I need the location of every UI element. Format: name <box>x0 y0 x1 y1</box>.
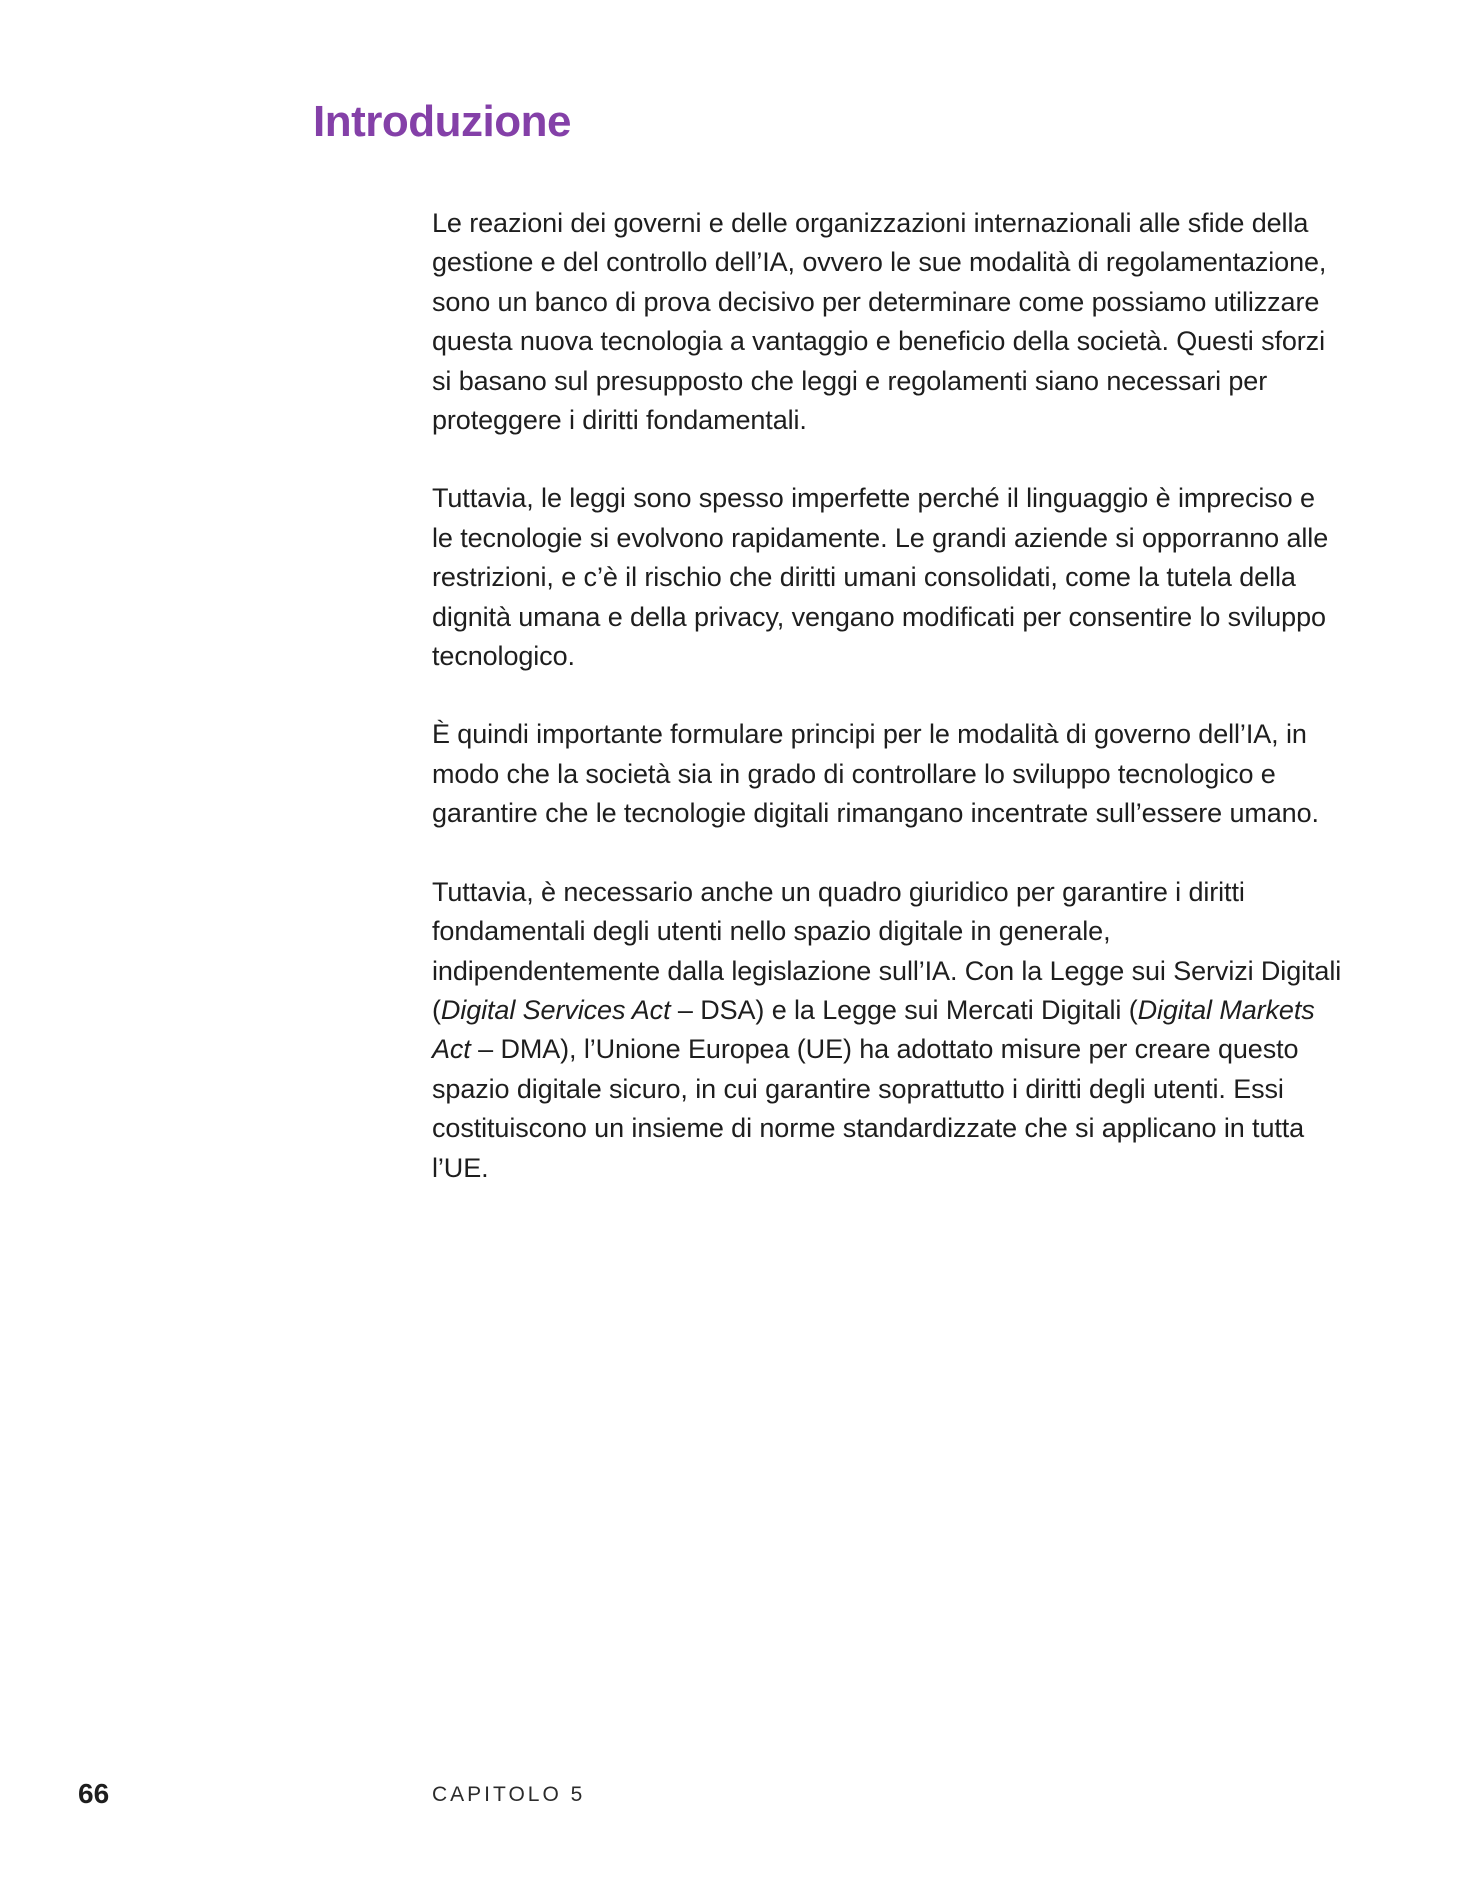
paragraph-4-text-middle: – DSA) e la Legge sui Mercati Digitali ( <box>670 994 1138 1025</box>
paragraph-2 <box>432 479 1342 676</box>
paragraph-4-text-end: – DMA), l’Unione Europea (UE) ha adottato misure per creare questo spazio digitale sicuro, in cui garantire soprattutto i diritti degli utenti. Essi costituiscono un insieme di norme standardizzate che si applicano in tutta l’UE. <box>432 1034 1305 1183</box>
body-text <box>432 204 1342 1227</box>
chapter-label: CAPITOLO 5 <box>432 1783 586 1806</box>
paragraph-2-text: Tuttavia, le leggi sono spesso imperfette perché il linguaggio è impreciso e le tecnologie si evolvono rapidamente. Le grandi aziende si opporranno alle restrizioni, e c’è il rischio che diritti umani consolidati, come la tutela della dignità umana e della privacy, vengano modificati per consentire lo sviluppo tecnologico. <box>432 483 1329 672</box>
page-number: 66 <box>78 1778 110 1809</box>
dsa-term: Digital Services Act <box>440 994 671 1025</box>
paragraph-4-text-start: Tuttavia, è necessario anche un quadro giuridico per garantire i diritti fondamentali degli utenti nello spazio digitale in generale, indipendentemente dalla legislazione sull’IA. Con la Legge sui Servizi Digitali ( <box>432 876 1342 1025</box>
paragraph-1-text: Le reazioni dei governi e delle organizzazioni internazionali alle sfide della gestione e del controllo dell’IA, ovvero le sue modalità di regolamentazione, sono un banco di prova decisivo per determinare come possiamo utilizzare questa nuova tecnologia a vantaggio e beneficio della società. Questi sforzi si basano sul presupposto che leggi e regolamenti siano necessari per proteggere i diritti fondamentali. <box>432 208 1327 436</box>
page-title: Introduzione <box>313 97 571 146</box>
dma-term: Digital Markets Act <box>432 994 1315 1065</box>
paragraph-3-text: È quindi importante formulare principi per le modalità di governo dell’IA, in modo che la società sia in grado di controllare lo sviluppo tecnologico e garantire che le tecnologie digitali rimangano incentrate sull’essere umano. <box>432 719 1319 829</box>
paragraph-1 <box>432 204 1342 440</box>
paragraph-3 <box>432 715 1342 833</box>
paragraph-4 <box>432 873 1342 1188</box>
